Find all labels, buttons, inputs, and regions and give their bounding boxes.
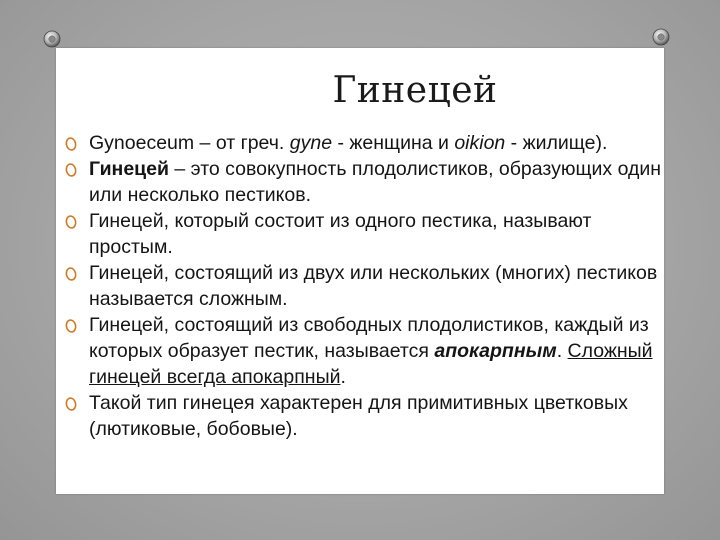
term-greek: gyne	[289, 132, 333, 154]
bullet-o-icon	[64, 266, 78, 282]
text: – это совокупность плодолистиков, образующих один или несколько пестиков.	[89, 158, 662, 206]
bullet-o-icon	[64, 318, 78, 334]
text: Гинецей, состоящий из свободных плодолистиков, каждый из которых образует пестик, называется	[89, 314, 649, 362]
slide-title: Гинецей	[332, 70, 498, 111]
text: Гинецей, который состоит из одного пестика, называют простым.	[89, 210, 592, 258]
text: - женщина и	[332, 132, 455, 154]
term-bold-italic: апокарпным	[434, 340, 557, 362]
bullet-o-icon	[64, 136, 78, 152]
list-item	[64, 130, 664, 156]
term-greek: oikion	[454, 132, 506, 154]
list-item	[64, 208, 664, 260]
list-item	[64, 156, 664, 208]
text: Такой тип гинецея характерен для примитивных цветковых (лютиковые, бобовые).	[89, 392, 628, 440]
text: – от греч.	[194, 132, 290, 154]
term-bold: Гинецей	[89, 158, 169, 180]
bullet-list	[64, 130, 664, 442]
text: - жилище).	[505, 132, 608, 154]
underlined-text: Сложный гинецей всегда апокарпный	[89, 340, 653, 388]
pushpin-icon	[43, 30, 61, 48]
term-latin: Gynoeceum	[89, 132, 195, 154]
bullet-o-icon	[64, 396, 78, 412]
list-item	[64, 312, 664, 390]
text: .	[556, 340, 568, 362]
list-item	[64, 390, 664, 442]
text: .	[340, 366, 346, 388]
bullet-o-icon	[64, 162, 78, 178]
pushpin-icon	[652, 28, 670, 46]
list-item	[64, 260, 664, 312]
text: Гинецей, состоящий из двух или нескольких (многих) пестиков называется сложным.	[89, 262, 658, 310]
bullet-o-icon	[64, 214, 78, 230]
